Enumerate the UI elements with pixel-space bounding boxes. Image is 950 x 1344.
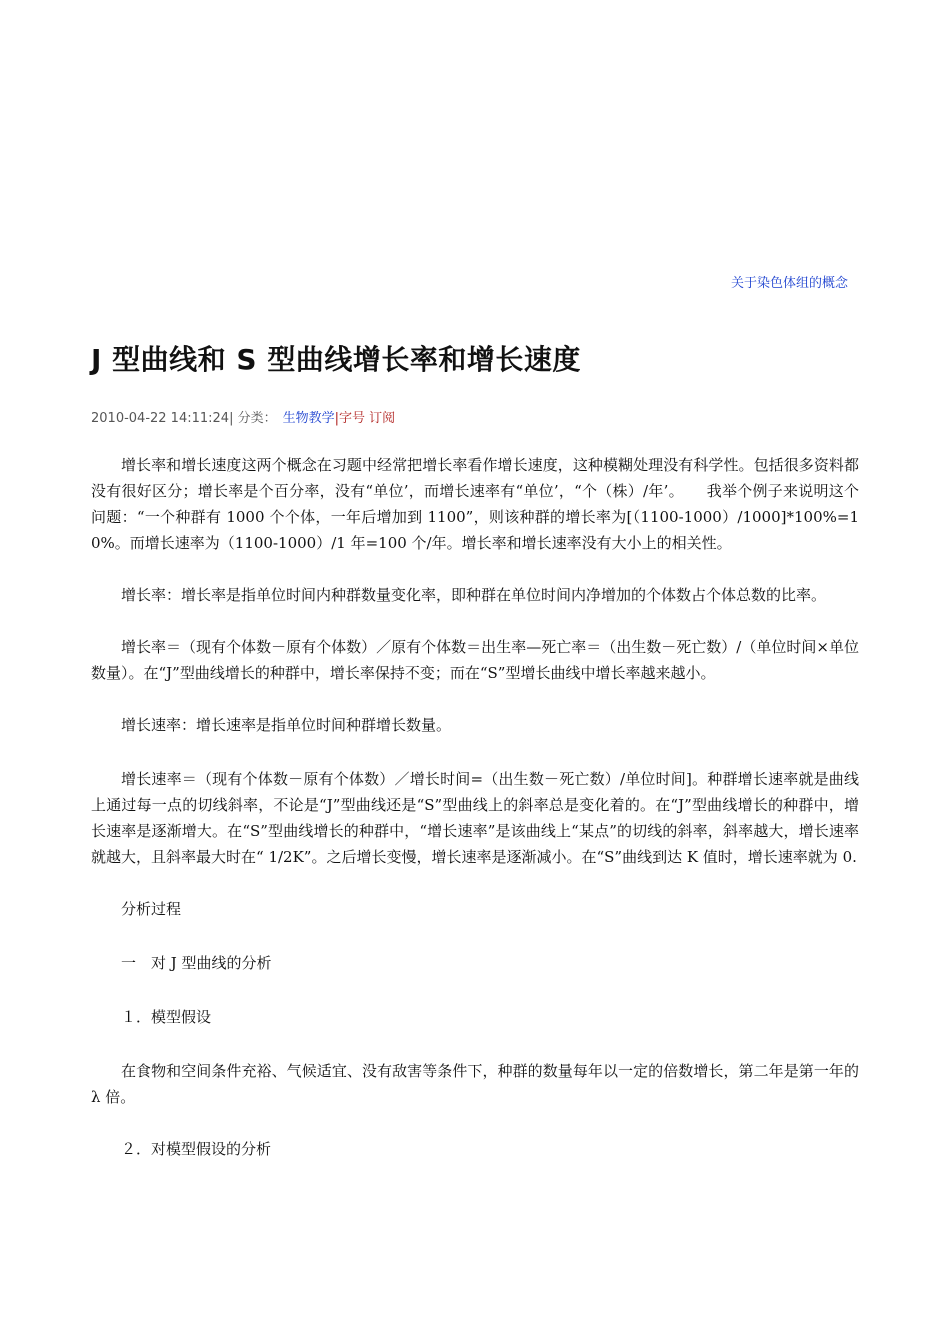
paragraph-growth-rate-definition: 增长率：增长率是指单位时间内种群数量变化率，即种群在单位时间内净增加的个体数占个体总数的比率。: [121, 586, 827, 604]
paragraph-growth-speed-formula: 增长速率＝（现有个体数－原有个体数）／增长时间=（出生数－死亡数）/单位时间]。种群增长速率就是曲线上通过每一点的切线斜率，不论是“J”型曲线还是“S”型曲线上的斜率总是变化着的。在“J”型曲线增长的种群中，增长速率是逐渐增大。在“S”型曲线增长的种群中，“增长速率”是该曲线上“某点”的切线的斜率，斜率越大，增长速率就越大，且斜率最大时在“ 1/2K”。之后增长变慢，增长速率是逐渐减小。在“S”曲线到达 K 值时，增长速率就为 0.: [91, 770, 859, 866]
article-meta: [91, 407, 395, 426]
section-heading-analysis: 分析过程: [121, 900, 182, 918]
section-heading-j-curve: 一 对 J 型曲线的分析: [121, 954, 272, 972]
category-link[interactable]: 生物教学: [282, 411, 335, 426]
article-title: J 型曲线和 S 型曲线增长率和增长速度: [91, 343, 581, 376]
article-body: [91, 452, 859, 1188]
post-date: 2010-04-22 14:11:24|: [91, 411, 234, 426]
category-label: 分类：: [237, 411, 277, 426]
paragraph-growth-speed-definition: 增长速率：增长速率是指单位时间种群增长数量。: [121, 716, 452, 734]
font-size-link[interactable]: 字号: [339, 411, 366, 426]
meta-separator: |: [334, 411, 340, 426]
paragraph-intro: 增长率和增长速度这两个概念在习题中经常把增长率看作增长速度，这种模糊处理没有科学性。包括很多资料都没有很好区分；增长率是个百分率，没有“单位’，而增长速率有“单位’，“个（株）/年’。 我举个例子来说明这个问题：“一个种群有 1000 个个体，一年后增加到 1100”，则该种群的增长率为[（1100-1000）/1000]*100%=10%。而增长速率为（1100-1000）/1 年=100 个/年。增长率和增长速率没有大小上的相关性。: [91, 456, 859, 552]
related-article-link[interactable]: 关于染色体组的概念: [730, 276, 848, 291]
paragraph-model-assumption: 在食物和空间条件充裕、气候适宜、没有敌害等条件下，种群的数量每年以一定的倍数增长，第二年是第一年的 λ 倍。: [91, 1062, 859, 1106]
subscribe-link[interactable]: 订阅: [369, 411, 396, 426]
subheading-model-assumption: １．模型假设: [121, 1008, 212, 1026]
subheading-assumption-analysis: ２．对模型假设的分析: [121, 1140, 272, 1158]
paragraph-growth-rate-formula: 增长率＝（现有个体数－原有个体数）／原有个体数＝出生率—死亡率＝（出生数－死亡数）/（单位时间×单位数量）。在“J”型曲线增长的种群中，增长率保持不变；而在“S”型增长曲线中增长率越来越小。: [91, 638, 859, 682]
